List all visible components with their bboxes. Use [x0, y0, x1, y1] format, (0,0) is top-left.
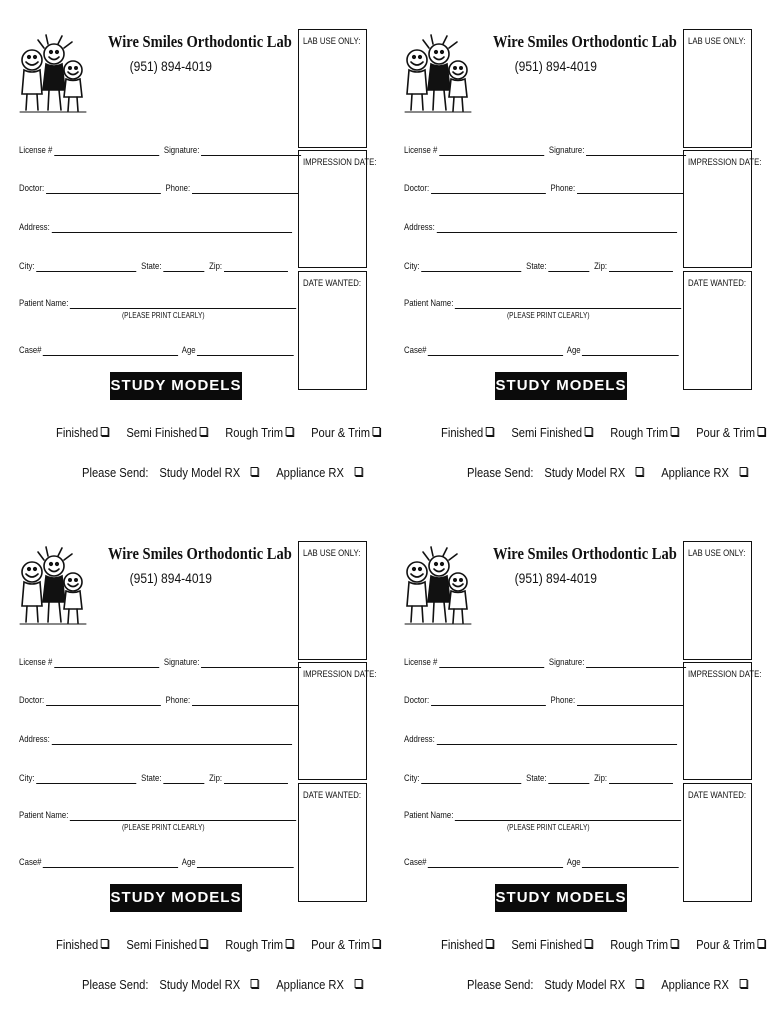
phone-label: Phone:	[550, 183, 576, 194]
patient-row	[19, 295, 296, 309]
patient-name-label: Patient Name:	[404, 298, 454, 309]
option-rough-trim[interactable]	[225, 937, 293, 952]
option-finished[interactable]	[441, 937, 494, 952]
address-row	[404, 219, 677, 233]
case-row	[19, 854, 294, 868]
send-item-label: Appliance RX	[276, 465, 344, 480]
checkbox-icon[interactable]	[486, 939, 494, 948]
option-label: Semi Finished	[126, 425, 198, 440]
case-row	[404, 342, 679, 356]
zip-label: Zip:	[594, 261, 608, 272]
send-item-label: Appliance RX	[661, 977, 729, 992]
patient-name-label: Patient Name:	[404, 810, 454, 821]
option-rough-trim[interactable]	[610, 425, 678, 440]
checkbox-icon[interactable]	[758, 939, 766, 948]
option-semi-finished[interactable]	[126, 425, 207, 440]
address-row	[19, 219, 292, 233]
case-row	[404, 854, 679, 868]
zip-field[interactable]	[224, 260, 288, 272]
option-label: Finished	[441, 425, 484, 440]
license-field[interactable]	[439, 656, 544, 668]
age-field[interactable]	[197, 856, 294, 868]
send-appliance-rx[interactable]	[661, 465, 755, 480]
checkbox-icon[interactable]	[585, 427, 593, 436]
case-field[interactable]	[43, 856, 178, 868]
lab-phone: (951) 894-4019	[514, 570, 597, 586]
doctor-label: Doctor:	[19, 183, 45, 194]
doctor-row	[404, 180, 683, 194]
checkbox-icon[interactable]	[373, 939, 381, 948]
cartoon-kids-with-braces-icon	[403, 546, 473, 628]
address-row	[19, 731, 292, 745]
option-semi-finished[interactable]	[126, 937, 207, 952]
finish-options	[56, 937, 371, 952]
checkbox-icon[interactable]	[635, 467, 643, 476]
checkbox-icon[interactable]	[250, 467, 258, 476]
option-pour-and-trim[interactable]	[696, 937, 765, 952]
doctor-label: Doctor:	[404, 183, 430, 194]
signature-label: Signature:	[163, 657, 200, 668]
license-label: License #	[19, 657, 53, 668]
phone-label: Phone:	[550, 695, 576, 706]
lab-logo	[18, 546, 88, 628]
checkbox-icon[interactable]	[101, 939, 109, 948]
checkbox-icon[interactable]	[354, 467, 362, 476]
print-clearly-note: (PLEASE PRINT CLEARLY)	[122, 311, 205, 320]
address-field[interactable]	[436, 221, 676, 233]
license-label: License #	[404, 657, 438, 668]
checkbox-icon[interactable]	[286, 939, 294, 948]
address-label: Address:	[19, 734, 50, 745]
license-field[interactable]	[54, 656, 159, 668]
patient-row	[404, 295, 681, 309]
license-field[interactable]	[54, 144, 159, 156]
age-field[interactable]	[582, 856, 679, 868]
option-label: Pour & Trim	[696, 425, 756, 440]
case-field[interactable]	[428, 856, 563, 868]
lab-use-only-box[interactable]	[298, 541, 367, 660]
doctor-field[interactable]	[46, 182, 161, 194]
checkbox-icon[interactable]	[101, 427, 109, 436]
lab-logo	[18, 34, 88, 116]
checkbox-icon[interactable]	[739, 467, 747, 476]
signature-field[interactable]	[586, 656, 686, 668]
option-pour-and-trim[interactable]	[696, 425, 765, 440]
option-label: Pour & Trim	[311, 425, 371, 440]
patient-name-label: Patient Name:	[19, 298, 69, 309]
phone-field[interactable]	[192, 694, 299, 706]
option-label: Finished	[56, 425, 99, 440]
zip-field[interactable]	[224, 772, 288, 784]
option-label: Rough Trim	[610, 425, 669, 440]
lab-use-only-box[interactable]	[298, 29, 367, 148]
case-label: Case#	[404, 345, 427, 356]
lab-name: Wire Smiles Orthodontic Lab	[108, 544, 292, 563]
study-models-banner: STUDY MODELS	[495, 884, 627, 912]
state-field[interactable]	[163, 772, 204, 784]
city-label: City:	[19, 773, 35, 784]
case-field[interactable]	[428, 344, 563, 356]
checkbox-icon[interactable]	[739, 979, 747, 988]
patient-name-field[interactable]	[70, 809, 296, 821]
please-send-label: Please Send:	[82, 465, 149, 480]
order-card-1	[0, 0, 385, 512]
send-item-label: Study Model RX	[159, 465, 241, 480]
study-models-banner: STUDY MODELS	[110, 372, 242, 400]
zip-field[interactable]	[609, 772, 673, 784]
doctor-row	[404, 692, 683, 706]
doctor-row	[19, 692, 298, 706]
send-appliance-rx[interactable]	[276, 977, 370, 992]
doctor-label: Doctor:	[404, 695, 430, 706]
state-field[interactable]	[163, 260, 204, 272]
send-study-model-rx[interactable]	[159, 977, 266, 992]
license-row	[404, 654, 686, 668]
case-field[interactable]	[43, 344, 178, 356]
impression-date-box[interactable]	[298, 150, 377, 268]
finish-options	[441, 937, 756, 952]
phone-label: Phone:	[165, 695, 191, 706]
please-send-label: Please Send:	[82, 977, 149, 992]
print-clearly-note: (PLEASE PRINT CLEARLY)	[507, 823, 590, 832]
age-field[interactable]	[197, 344, 294, 356]
lab-use-only-label: LAB USE ONLY:	[303, 36, 361, 47]
checkbox-icon[interactable]	[758, 427, 766, 436]
doctor-field[interactable]	[431, 694, 546, 706]
checkbox-icon[interactable]	[585, 939, 593, 948]
age-field[interactable]	[582, 344, 679, 356]
print-clearly-note: (PLEASE PRINT CLEARLY)	[507, 311, 590, 320]
option-label: Rough Trim	[610, 937, 669, 952]
signature-field[interactable]	[201, 144, 301, 156]
license-label: License #	[404, 145, 438, 156]
impression-date-label: IMPRESSION DATE:	[303, 669, 377, 680]
checkbox-icon[interactable]	[373, 427, 381, 436]
signature-label: Signature:	[548, 145, 585, 156]
doctor-field[interactable]	[431, 182, 546, 194]
lab-use-only-label: LAB USE ONLY:	[303, 548, 361, 559]
please-send-row	[82, 465, 377, 480]
date-wanted-label: DATE WANTED:	[688, 790, 747, 801]
city-field[interactable]	[36, 260, 136, 272]
option-finished[interactable]	[441, 425, 494, 440]
doctor-row	[19, 180, 298, 194]
date-wanted-box[interactable]	[298, 783, 367, 902]
date-wanted-label: DATE WANTED:	[688, 278, 747, 289]
phone-field[interactable]	[577, 182, 684, 194]
impression-date-label: IMPRESSION DATE:	[688, 157, 762, 168]
impression-date-box[interactable]	[298, 662, 377, 780]
city-field[interactable]	[421, 260, 521, 272]
state-label: State:	[141, 261, 162, 272]
age-label: Age	[566, 345, 581, 356]
patient-name-field[interactable]	[455, 809, 681, 821]
please-send-row	[467, 465, 762, 480]
option-label: Rough Trim	[225, 937, 284, 952]
city-row	[404, 258, 673, 272]
case-row	[19, 342, 294, 356]
license-row	[19, 142, 301, 156]
case-label: Case#	[19, 345, 42, 356]
cartoon-kids-with-braces-icon	[18, 34, 88, 116]
study-models-banner: STUDY MODELS	[495, 372, 627, 400]
lab-use-only-box[interactable]	[683, 541, 752, 660]
city-row	[19, 258, 288, 272]
date-wanted-box[interactable]	[298, 271, 367, 390]
option-label: Finished	[441, 937, 484, 952]
lab-phone: (951) 894-4019	[129, 58, 212, 74]
lab-phone: (951) 894-4019	[129, 570, 212, 586]
date-wanted-label: DATE WANTED:	[303, 790, 362, 801]
license-field[interactable]	[439, 144, 544, 156]
impression-date-label: IMPRESSION DATE:	[303, 157, 377, 168]
option-label: Rough Trim	[225, 425, 284, 440]
license-row	[404, 142, 686, 156]
doctor-field[interactable]	[46, 694, 161, 706]
signature-field[interactable]	[201, 656, 301, 668]
checkbox-icon[interactable]	[286, 427, 294, 436]
checkbox-icon[interactable]	[671, 939, 679, 948]
please-send-label: Please Send:	[467, 465, 534, 480]
city-field[interactable]	[36, 772, 136, 784]
address-label: Address:	[404, 734, 435, 745]
send-appliance-rx[interactable]	[276, 465, 370, 480]
option-finished[interactable]	[56, 937, 109, 952]
signature-field[interactable]	[586, 144, 686, 156]
send-item-label: Study Model RX	[544, 465, 626, 480]
address-field[interactable]	[436, 733, 676, 745]
finish-options	[441, 425, 756, 440]
phone-label: Phone:	[165, 183, 191, 194]
case-label: Case#	[19, 857, 42, 868]
patient-name-field[interactable]	[455, 297, 681, 309]
print-clearly-note: (PLEASE PRINT CLEARLY)	[122, 823, 205, 832]
please-send-row	[467, 977, 762, 992]
option-label: Pour & Trim	[311, 937, 371, 952]
order-card-2	[385, 0, 770, 512]
address-label: Address:	[19, 222, 50, 233]
state-label: State:	[141, 773, 162, 784]
impression-date-box[interactable]	[683, 150, 762, 268]
state-label: State:	[526, 261, 547, 272]
lab-use-only-box[interactable]	[683, 29, 752, 148]
city-row	[404, 770, 673, 784]
send-study-model-rx[interactable]	[544, 465, 651, 480]
send-item-label: Study Model RX	[544, 977, 626, 992]
please-send-label: Please Send:	[467, 977, 534, 992]
checkbox-icon[interactable]	[354, 979, 362, 988]
option-semi-finished[interactable]	[511, 937, 592, 952]
option-label: Finished	[56, 937, 99, 952]
address-field[interactable]	[51, 733, 291, 745]
patient-row	[19, 807, 296, 821]
address-label: Address:	[404, 222, 435, 233]
checkbox-icon[interactable]	[671, 427, 679, 436]
patient-name-label: Patient Name:	[19, 810, 69, 821]
option-pour-and-trim[interactable]	[311, 425, 380, 440]
send-study-model-rx[interactable]	[159, 465, 266, 480]
date-wanted-box[interactable]	[683, 783, 752, 902]
state-field[interactable]	[548, 772, 589, 784]
signature-label: Signature:	[548, 657, 585, 668]
lab-use-only-label: LAB USE ONLY:	[688, 36, 746, 47]
cartoon-kids-with-braces-icon	[403, 34, 473, 116]
please-send-row	[82, 977, 377, 992]
lab-name: Wire Smiles Orthodontic Lab	[108, 32, 292, 51]
impression-date-box[interactable]	[683, 662, 762, 780]
option-finished[interactable]	[56, 425, 109, 440]
option-semi-finished[interactable]	[511, 425, 592, 440]
zip-label: Zip:	[209, 773, 223, 784]
option-label: Pour & Trim	[696, 937, 756, 952]
date-wanted-label: DATE WANTED:	[303, 278, 362, 289]
send-item-label: Appliance RX	[276, 977, 344, 992]
finish-options	[56, 425, 371, 440]
phone-field[interactable]	[577, 694, 684, 706]
option-label: Semi Finished	[126, 937, 198, 952]
send-study-model-rx[interactable]	[544, 977, 651, 992]
license-row	[19, 654, 301, 668]
send-item-label: Appliance RX	[661, 465, 729, 480]
age-label: Age	[566, 857, 581, 868]
option-rough-trim[interactable]	[225, 425, 293, 440]
phone-field[interactable]	[192, 182, 299, 194]
city-label: City:	[19, 261, 35, 272]
lab-logo	[403, 546, 473, 628]
study-models-banner: STUDY MODELS	[110, 884, 242, 912]
city-label: City:	[404, 261, 420, 272]
send-appliance-rx[interactable]	[661, 977, 755, 992]
cartoon-kids-with-braces-icon	[18, 546, 88, 628]
checkbox-icon[interactable]	[200, 939, 208, 948]
state-label: State:	[526, 773, 547, 784]
city-row	[19, 770, 288, 784]
city-label: City:	[404, 773, 420, 784]
order-card-4	[385, 512, 770, 1024]
lab-name: Wire Smiles Orthodontic Lab	[493, 544, 677, 563]
checkbox-icon[interactable]	[200, 427, 208, 436]
send-item-label: Study Model RX	[159, 977, 241, 992]
option-label: Semi Finished	[511, 425, 583, 440]
license-label: License #	[19, 145, 53, 156]
lab-use-only-label: LAB USE ONLY:	[688, 548, 746, 559]
checkbox-icon[interactable]	[486, 427, 494, 436]
doctor-label: Doctor:	[19, 695, 45, 706]
city-field[interactable]	[421, 772, 521, 784]
date-wanted-box[interactable]	[683, 271, 752, 390]
zip-label: Zip:	[594, 773, 608, 784]
zip-field[interactable]	[609, 260, 673, 272]
age-label: Age	[181, 857, 196, 868]
zip-label: Zip:	[209, 261, 223, 272]
state-field[interactable]	[548, 260, 589, 272]
lab-phone: (951) 894-4019	[514, 58, 597, 74]
option-pour-and-trim[interactable]	[311, 937, 380, 952]
checkbox-icon[interactable]	[635, 979, 643, 988]
address-field[interactable]	[51, 221, 291, 233]
order-card-3	[0, 512, 385, 1024]
option-rough-trim[interactable]	[610, 937, 678, 952]
impression-date-label: IMPRESSION DATE:	[688, 669, 762, 680]
patient-row	[404, 807, 681, 821]
case-label: Case#	[404, 857, 427, 868]
patient-name-field[interactable]	[70, 297, 296, 309]
lab-name: Wire Smiles Orthodontic Lab	[493, 32, 677, 51]
signature-label: Signature:	[163, 145, 200, 156]
lab-logo	[403, 34, 473, 116]
address-row	[404, 731, 677, 745]
checkbox-icon[interactable]	[250, 979, 258, 988]
age-label: Age	[181, 345, 196, 356]
option-label: Semi Finished	[511, 937, 583, 952]
